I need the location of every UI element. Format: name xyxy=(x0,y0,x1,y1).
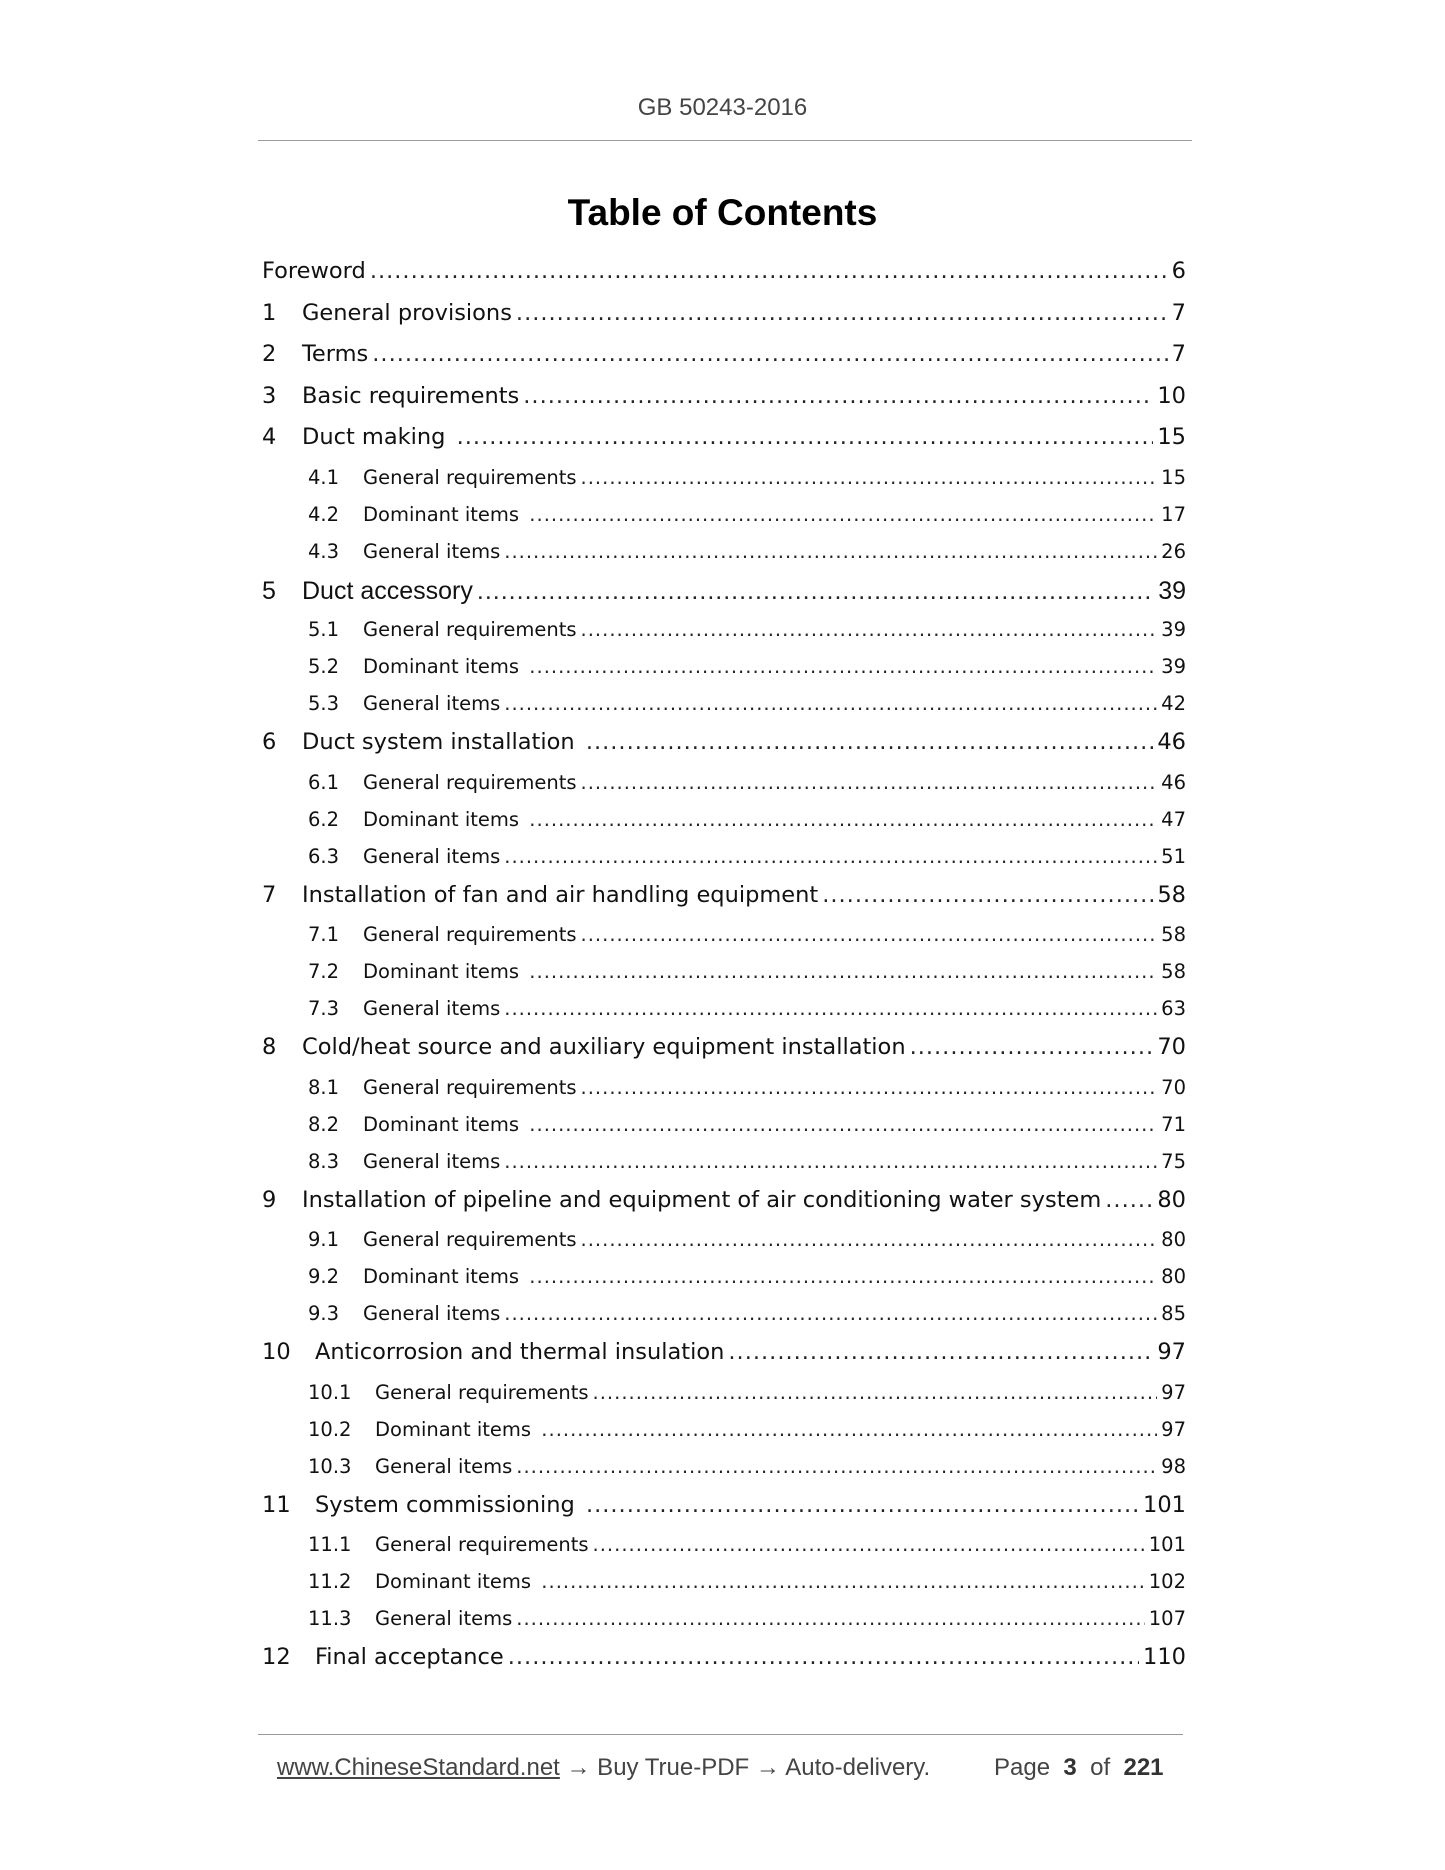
toc-leader-dots xyxy=(457,424,1154,450)
toc-leader-dots xyxy=(523,383,1153,409)
toc-entry-page: 17 xyxy=(1161,502,1186,526)
toc-leader-dots xyxy=(504,692,1157,715)
toc-entry-title: General requirements xyxy=(363,923,577,946)
toc-leader-dots xyxy=(370,258,1168,284)
toc-entry-number: 4.3 xyxy=(308,539,340,563)
toc-entry-number: 10.2 xyxy=(308,1417,352,1441)
toc-entry-page: 46 xyxy=(1157,729,1186,755)
toc-entry-page: 97 xyxy=(1161,1380,1186,1404)
toc-entry-title: General items xyxy=(375,1607,513,1630)
toc-entry-page: 75 xyxy=(1161,1149,1186,1173)
toc-entry-page: 71 xyxy=(1161,1112,1186,1136)
toc-entry-number: 9 xyxy=(262,1186,277,1213)
toc-entry-page: 80 xyxy=(1161,1228,1186,1251)
toc-chapter-entry[interactable] xyxy=(262,1034,1186,1076)
toc-entry-title: General requirements xyxy=(375,1533,589,1556)
toc-entry-number: 6.1 xyxy=(308,770,340,794)
toc-section-entry[interactable] xyxy=(262,1607,1186,1644)
toc-entry-title: Installation of fan and air handling equipment xyxy=(302,881,819,908)
toc-leader-dots xyxy=(477,577,1154,606)
toc-entry-title: General requirements xyxy=(363,1075,577,1099)
toc-leader-dots xyxy=(728,1339,1153,1365)
toc-section-entry[interactable] xyxy=(262,1228,1186,1265)
toc-section-entry[interactable] xyxy=(262,1302,1186,1339)
toc-entry-number: 5.1 xyxy=(308,618,340,641)
toc-entry-number: 3 xyxy=(262,382,277,409)
toc-entry-title: Installation of pipeline and equipment of air conditioning water system xyxy=(302,1186,1102,1213)
toc-leader-dots xyxy=(504,997,1157,1020)
toc-chapter-entry[interactable] xyxy=(262,882,1186,924)
toc-entry-title: Duct making xyxy=(302,424,453,450)
toc-entry-title: Dominant items xyxy=(363,502,526,526)
toc-entry-title: General items xyxy=(363,844,501,868)
toc-section-entry[interactable] xyxy=(262,960,1186,997)
toc-entry-title: General items xyxy=(363,692,501,715)
footer-tagline: → Buy True-PDF → Auto-delivery. xyxy=(559,1754,931,1781)
toc-leader-dots xyxy=(504,845,1157,868)
toc-leader-dots xyxy=(516,300,1168,326)
toc-entry-page: 85 xyxy=(1161,1302,1186,1325)
toc-entry-title: Basic requirements xyxy=(302,382,520,409)
website-link[interactable]: www.ChineseStandard.net xyxy=(277,1754,560,1781)
toc-chapter-entry[interactable] xyxy=(262,1644,1186,1686)
toc-entry-page: 98 xyxy=(1161,1454,1186,1478)
toc-entry-page: 39 xyxy=(1161,655,1186,678)
toc-entry-number: 4 xyxy=(262,424,277,450)
toc-entry-title: General requirements xyxy=(363,618,577,641)
toc-entry-number: 6.3 xyxy=(308,844,340,868)
toc-leader-dots xyxy=(529,960,1157,983)
toc-leader-dots xyxy=(910,1034,1154,1060)
toc-entry-title: Anticorrosion and thermal insulation xyxy=(315,1339,725,1365)
toc-entry-title: Dominant items xyxy=(363,655,526,678)
toc-entry-title: Terms xyxy=(302,341,369,367)
toc-entry-number: 8.1 xyxy=(308,1075,340,1099)
toc-entry-page: 97 xyxy=(1157,1339,1186,1365)
toc-entry-title: General requirements xyxy=(375,1380,589,1404)
toc-entry-number: 6.2 xyxy=(308,807,340,831)
toc-leader-dots xyxy=(1105,1187,1153,1213)
toc-entry-number: 2 xyxy=(262,341,277,367)
total-pages: 221 xyxy=(1123,1754,1164,1781)
toc-entry-title: General requirements xyxy=(363,770,577,794)
toc-entry-number: 10.3 xyxy=(308,1454,352,1478)
toc-entry-number: 5.3 xyxy=(308,692,340,715)
toc-entry-number: 4.1 xyxy=(308,465,340,489)
toc-section-entry[interactable] xyxy=(262,1150,1186,1187)
document-header: GB 50243-2016 xyxy=(637,94,808,121)
toc-chapter-entry[interactable] xyxy=(262,577,1186,619)
toc-leader-dots xyxy=(581,771,1158,794)
toc-entry-title: Dominant items xyxy=(375,1417,538,1441)
toc-leader-dots xyxy=(504,1150,1157,1173)
toc-entry-title: Dominant items xyxy=(363,960,526,983)
toc-entry-title: General items xyxy=(363,539,501,563)
toc-entry-number: 11.1 xyxy=(308,1533,352,1556)
page-of-label: of xyxy=(1090,1754,1111,1781)
toc-entry-page: 15 xyxy=(1157,424,1186,450)
toc-entry-title: Dominant items xyxy=(363,807,526,831)
toc-section-entry[interactable] xyxy=(262,1455,1186,1492)
toc-entry-page: 47 xyxy=(1161,807,1186,831)
toc-leader-dots xyxy=(581,466,1158,489)
page-footer xyxy=(277,1754,1177,1782)
toc-leader-dots xyxy=(593,1381,1158,1404)
toc-section-entry[interactable] xyxy=(262,1533,1186,1570)
toc-entry-page: 97 xyxy=(1161,1417,1186,1441)
toc-leader-dots xyxy=(508,1644,1139,1670)
toc-leader-dots xyxy=(529,808,1157,831)
toc-entry-title: Final acceptance xyxy=(315,1644,504,1670)
toc-section-entry[interactable] xyxy=(262,655,1186,692)
current-page: 3 xyxy=(1063,1754,1077,1781)
toc-section-entry[interactable] xyxy=(262,503,1186,540)
toc-entry-title: General items xyxy=(363,997,501,1020)
toc-entry-page: 46 xyxy=(1161,770,1186,794)
toc-entry-number: 9.3 xyxy=(308,1302,340,1325)
toc-entry-page: 110 xyxy=(1143,1644,1186,1670)
toc-entry-page: 80 xyxy=(1157,1186,1186,1213)
toc-entry-number: 4.2 xyxy=(308,502,340,526)
toc-section-entry[interactable] xyxy=(262,1076,1186,1113)
toc-section-entry[interactable] xyxy=(262,1418,1186,1455)
toc-entry-number: 8.3 xyxy=(308,1149,340,1173)
toc-section-entry[interactable] xyxy=(262,923,1186,960)
toc-entry-number: 11.3 xyxy=(308,1607,352,1630)
toc-leader-dots xyxy=(581,923,1158,946)
toc-entry-number: 9.2 xyxy=(308,1265,340,1288)
toc-entry-title: Dominant items xyxy=(363,1265,526,1288)
toc-section-entry[interactable] xyxy=(262,1570,1186,1607)
toc-chapter-entry[interactable] xyxy=(262,1339,1186,1381)
toc-section-entry[interactable] xyxy=(262,808,1186,845)
toc-entry-title: Dominant items xyxy=(363,1112,526,1136)
toc-entry-page: 26 xyxy=(1161,539,1186,563)
toc-section-entry[interactable] xyxy=(262,771,1186,808)
toc-entry-title: General items xyxy=(363,1302,501,1325)
toc-chapter-entry[interactable] xyxy=(262,424,1186,466)
toc-entry-page: 7 xyxy=(1171,299,1186,326)
toc-entry-number: 7.2 xyxy=(308,960,340,983)
toc-leader-dots xyxy=(541,1418,1157,1441)
toc-entry-page: 10 xyxy=(1157,382,1186,409)
toc-entry-page: 58 xyxy=(1157,881,1186,908)
page-label: Page xyxy=(994,1754,1051,1781)
toc-entry-number: 10.1 xyxy=(308,1380,352,1404)
toc-entry-title: Foreword xyxy=(262,258,366,284)
toc-section-entry[interactable] xyxy=(262,1265,1186,1302)
toc-section-entry[interactable] xyxy=(262,540,1186,577)
toc-entry-title: General requirements xyxy=(363,1228,577,1251)
toc-entry-page: 39 xyxy=(1161,618,1186,641)
toc-entry-number: 7 xyxy=(262,881,277,908)
toc-entry-title: General requirements xyxy=(363,465,577,489)
toc-entry-page: 102 xyxy=(1148,1570,1186,1593)
toc-section-entry[interactable] xyxy=(262,1113,1186,1150)
toc-chapter-entry[interactable] xyxy=(262,258,1186,300)
footer-divider xyxy=(258,1734,1183,1735)
toc-leader-dots xyxy=(581,1228,1158,1251)
toc-entry-title: System commissioning xyxy=(315,1491,582,1518)
toc-entry-number: 5 xyxy=(262,576,276,605)
toc-entry-page: 70 xyxy=(1161,1075,1186,1099)
toc-entry-page: 101 xyxy=(1143,1491,1186,1518)
toc-leader-dots xyxy=(593,1533,1145,1556)
toc-leader-dots xyxy=(516,1455,1157,1478)
toc-chapter-entry[interactable] xyxy=(262,300,1186,342)
toc-leader-dots xyxy=(529,1265,1157,1288)
toc-leader-dots xyxy=(529,655,1157,678)
toc-section-entry[interactable] xyxy=(262,466,1186,503)
toc-entry-title: Duct system installation xyxy=(302,729,582,755)
toc-leader-dots xyxy=(586,1492,1139,1518)
page-title: Table of Contents xyxy=(567,192,878,233)
page-number xyxy=(994,1754,1164,1782)
toc-entry-page: 42 xyxy=(1161,692,1186,715)
toc-section-entry[interactable] xyxy=(262,997,1186,1034)
toc-chapter-entry[interactable] xyxy=(262,729,1186,771)
toc-leader-dots xyxy=(581,618,1158,641)
toc-entry-page: 70 xyxy=(1157,1034,1186,1060)
toc-entry-number: 11.2 xyxy=(308,1570,352,1593)
toc-entry-page: 107 xyxy=(1148,1607,1186,1630)
toc-entry-number: 8 xyxy=(262,1034,277,1060)
toc-chapter-entry[interactable] xyxy=(262,1187,1186,1229)
toc-section-entry[interactable] xyxy=(262,1381,1186,1418)
toc-entry-page: 80 xyxy=(1161,1265,1186,1288)
toc-entry-title: Dominant items xyxy=(375,1570,538,1593)
toc-section-entry[interactable] xyxy=(262,618,1186,655)
toc-entry-number: 9.1 xyxy=(308,1228,340,1251)
toc-entry-number: 7.1 xyxy=(308,923,340,946)
table-of-contents xyxy=(262,258,1186,1686)
toc-entry-page: 101 xyxy=(1148,1533,1186,1556)
toc-chapter-entry[interactable] xyxy=(262,383,1186,425)
toc-entry-page: 15 xyxy=(1161,465,1186,489)
toc-leader-dots xyxy=(586,729,1154,755)
header-divider xyxy=(258,140,1192,141)
toc-section-entry[interactable] xyxy=(262,692,1186,729)
toc-leader-dots xyxy=(372,341,1167,367)
toc-chapter-entry[interactable] xyxy=(262,1492,1186,1534)
toc-entry-page: 51 xyxy=(1161,844,1186,868)
toc-leader-dots xyxy=(581,1076,1158,1099)
toc-leader-dots xyxy=(529,1113,1157,1136)
toc-entry-number: 10 xyxy=(262,1339,291,1365)
toc-leader-dots xyxy=(541,1570,1144,1593)
toc-entry-number: 6 xyxy=(262,729,277,755)
toc-leader-dots xyxy=(504,540,1157,563)
toc-chapter-entry[interactable] xyxy=(262,341,1186,383)
toc-entry-page: 6 xyxy=(1171,258,1186,284)
toc-leader-dots xyxy=(516,1607,1145,1630)
toc-entry-page: 39 xyxy=(1158,576,1186,605)
toc-leader-dots xyxy=(822,882,1153,908)
toc-entry-title: Cold/heat source and auxiliary equipment installation xyxy=(302,1034,906,1060)
toc-entry-page: 7 xyxy=(1171,341,1186,367)
toc-entry-page: 58 xyxy=(1161,923,1186,946)
toc-entry-number: 12 xyxy=(262,1644,291,1670)
toc-entry-number: 8.2 xyxy=(308,1112,340,1136)
toc-entry-title: General items xyxy=(363,1149,501,1173)
toc-entry-number: 11 xyxy=(262,1491,291,1518)
toc-entry-title: Duct accessory xyxy=(302,576,473,605)
toc-entry-number: 7.3 xyxy=(308,997,340,1020)
toc-entry-page: 58 xyxy=(1161,960,1186,983)
toc-entry-title: General items xyxy=(375,1454,513,1478)
toc-entry-page: 63 xyxy=(1161,997,1186,1020)
toc-section-entry[interactable] xyxy=(262,845,1186,882)
toc-entry-number: 1 xyxy=(262,299,277,326)
toc-entry-number: 5.2 xyxy=(308,655,340,678)
toc-leader-dots xyxy=(504,1302,1157,1325)
toc-entry-title: General provisions xyxy=(302,299,512,326)
toc-leader-dots xyxy=(529,503,1157,526)
